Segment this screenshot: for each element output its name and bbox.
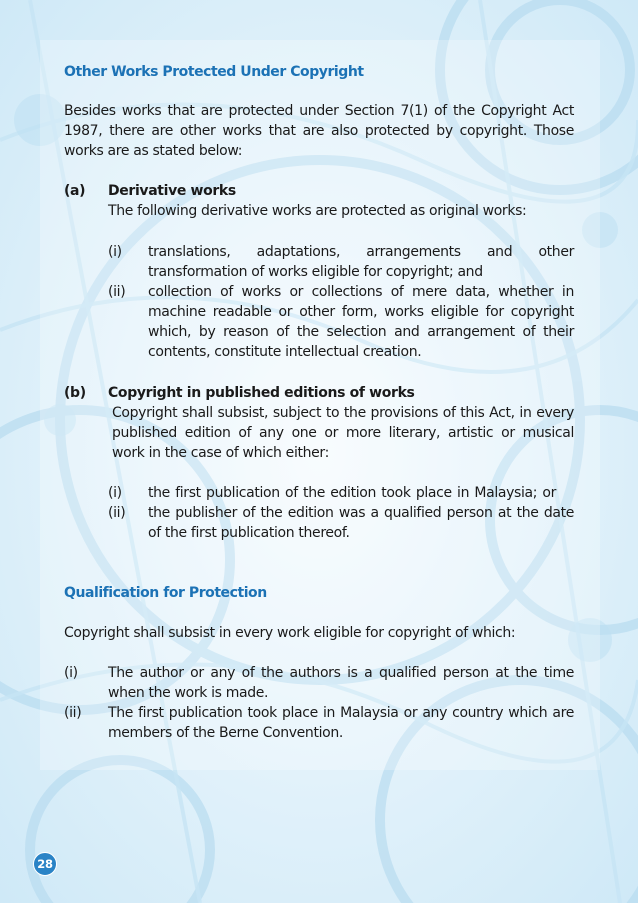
item-b-sub-i-line-1: the first publication of the edition took place in Malaysia; or bbox=[148, 485, 556, 501]
qualification-intro: Copyright shall subsist in every work eligible for copyright of which: bbox=[64, 625, 516, 641]
item-b-lead-line-3: work in the case of which either: bbox=[112, 445, 329, 461]
item-a-sub-ii-marker: (ii) bbox=[108, 284, 126, 300]
item-a-marker: (a) bbox=[64, 183, 86, 199]
item-b-sub-ii-line-2: of the first publication thereof. bbox=[148, 525, 350, 541]
intro-line-3: works are as stated below: bbox=[64, 143, 243, 159]
item-a-sub-ii-line-2: machine readable or other form, works eligible for copyright bbox=[148, 304, 574, 320]
item-a-sub-i-line-1: translations, adaptations, arrangements and other bbox=[148, 244, 574, 260]
item-a-sub-ii-line-3: which, by reason of the selection and arrangement of their bbox=[148, 324, 574, 340]
item-a-sub-i-line-2: transformation of works eligible for copyright; and bbox=[148, 264, 483, 280]
qualification-item-ii-line-2: members of the Berne Convention. bbox=[108, 725, 343, 741]
qualification-item-i-marker: (i) bbox=[64, 665, 78, 681]
item-b-sub-i-marker: (i) bbox=[108, 485, 122, 501]
item-b-lead-line-1: Copyright shall subsist, subject to the provisions of this Act, in every bbox=[112, 405, 574, 421]
item-a-title: Derivative works bbox=[108, 183, 236, 199]
qualification-item-i-line-2: when the work is made. bbox=[108, 685, 269, 701]
qualification-item-ii-marker: (ii) bbox=[64, 705, 82, 721]
item-b-marker: (b) bbox=[64, 385, 86, 401]
item-a-sub-ii-line-1: collection of works or collections of mere data, whether in bbox=[148, 284, 574, 300]
item-a-lead: The following derivative works are protected as original works: bbox=[108, 203, 527, 219]
item-b-sub-ii-marker: (ii) bbox=[108, 505, 126, 521]
qualification-item-i-line-1: The author or any of the authors is a qualified person at the time bbox=[108, 665, 574, 681]
item-a-sub-i-marker: (i) bbox=[108, 244, 122, 260]
item-b-title: Copyright in published editions of works bbox=[108, 385, 415, 401]
section-heading-qualification: Qualification for Protection bbox=[64, 585, 267, 601]
item-b-lead-line-2: published edition of any one or more literary, artistic or musical bbox=[112, 425, 574, 441]
intro-line-2: 1987, there are other works that are also protected by copyright. Those bbox=[64, 123, 574, 139]
item-a-sub-ii-line-4: contents, constitute intellectual creation. bbox=[148, 344, 422, 360]
section-heading-other-works: Other Works Protected Under Copyright bbox=[64, 64, 364, 80]
page-number-badge: 28 bbox=[33, 852, 57, 876]
item-b-sub-ii-line-1: the publisher of the edition was a qualified person at the date bbox=[148, 505, 574, 521]
qualification-item-ii-line-1: The first publication took place in Malaysia or any country which are bbox=[108, 705, 574, 721]
intro-line-1: Besides works that are protected under Section 7(1) of the Copyright Act bbox=[64, 103, 574, 119]
